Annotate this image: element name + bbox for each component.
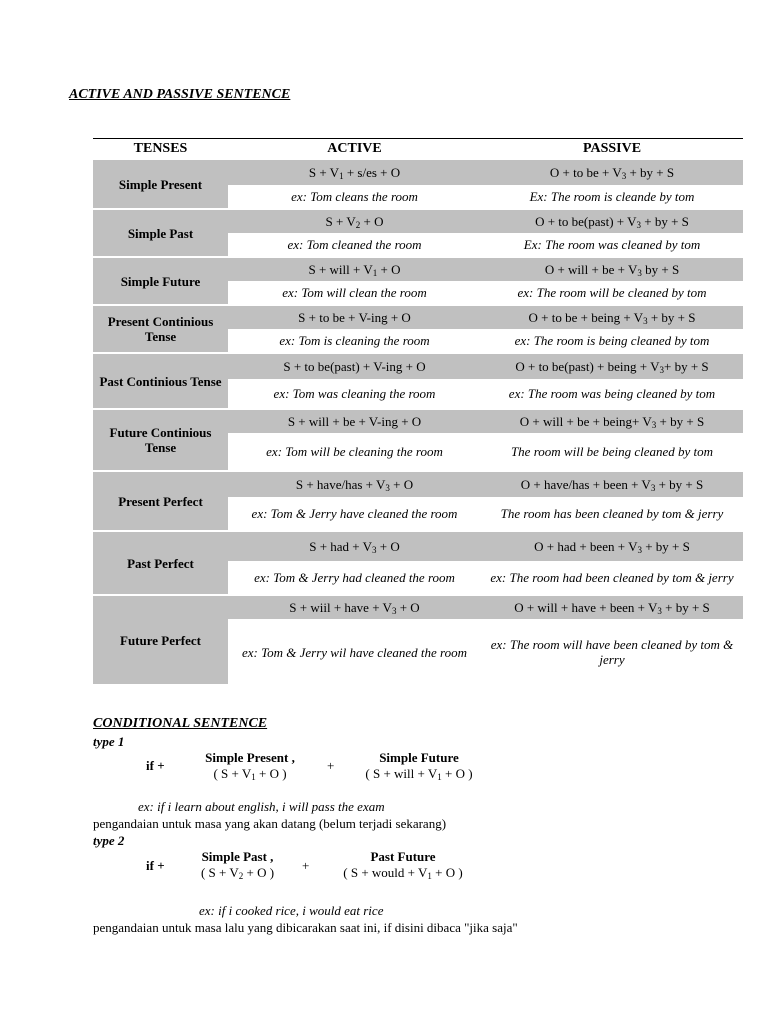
table-header-row (93, 139, 743, 160)
tense-name: Past Continious Tense (93, 353, 228, 409)
active-formula: S + to be + V-ing + O (228, 305, 481, 329)
type2-left-name: Simple Past , (201, 849, 274, 864)
type1-left-formula: ( $S + V_1 + O$ ) (213, 766, 287, 782)
passive-example: ex: The room is being cleaned by tom (481, 329, 743, 353)
type1-if: if + (146, 758, 165, 773)
active-formula: S + to be(past) + V-ing + O (228, 353, 481, 379)
passive-example: ex: The room will have been cleaned by tom & jerry (481, 619, 743, 685)
passive-example: The room will be being cleaned by tom (481, 433, 743, 471)
tense-name: Present Continious Tense (93, 305, 228, 353)
type2-note: pengandaian untuk masa lalu yang dibicarakan saat ini, if disini dibaca "jika saja" (93, 920, 518, 935)
type2-if: if + (146, 858, 165, 873)
type1-right-name: Simple Future (379, 750, 459, 765)
type1-example: ex: if i learn about english, i will pass the exam (138, 799, 385, 814)
table-row (93, 471, 743, 497)
type1-right-formula: ( S + will + $V_1 + O$ ) (365, 766, 473, 782)
active-example: ex: Tom will be cleaning the room (228, 433, 481, 471)
tense-name: Future Perfect (93, 595, 228, 685)
passive-formula: O + had + been + $V_3$ + by + S (481, 531, 743, 561)
active-formula: $S + V_1 + s/es + O$ (228, 159, 481, 185)
passive-formula: O + will + have + been + $V_3$ + by + S (481, 595, 743, 619)
passive-formula: O + to be + being + $V_3$ + by + S (481, 305, 743, 329)
active-example: ex: Tom & Jerry wil have cleaned the room (228, 619, 481, 685)
active-formula: S + will + $V_1 + O$ (228, 257, 481, 281)
table-row (93, 159, 743, 185)
tense-name: Simple Past (93, 209, 228, 257)
tense-name: Simple Future (93, 257, 228, 305)
type1-left (190, 750, 310, 782)
passive-example: The room has been cleaned by tom & jerry (481, 497, 743, 531)
passive-formula: O + to be(past) + $V_3$ + by + S (481, 209, 743, 233)
type2-right-formula: ( S + would + $V_1 + O$ ) (343, 865, 463, 881)
table-row (93, 409, 743, 433)
type2-right-name: Past Future (370, 849, 436, 864)
type2-plus: + (302, 858, 310, 873)
type2-left (180, 849, 295, 881)
table-row (93, 595, 743, 619)
tense-name: Past Perfect (93, 531, 228, 595)
passive-example: Ex: The room was cleaned by tom (481, 233, 743, 257)
active-example: ex: Tom is cleaning the room (228, 329, 481, 353)
active-example: ex: Tom will clean the room (228, 281, 481, 305)
active-example: ex: Tom cleans the room (228, 185, 481, 209)
type2-left-formula: ( $S + V_2 + O$ ) (200, 865, 275, 881)
type1-label: type 1 (93, 734, 125, 749)
header-active: ACTIVE (228, 139, 481, 160)
passive-example: ex: The room had been cleaned by tom & jerry (481, 561, 743, 595)
active-formula: S + have/has + $V_3 + O$ (228, 471, 481, 497)
active-example: ex: Tom was cleaning the room (228, 379, 481, 409)
passive-formula: O + to be(past) + being + $V_3+$ by + S (481, 353, 743, 379)
type1-left-name: Simple Present , (205, 750, 295, 765)
tenses-table (93, 138, 743, 686)
type2-right (328, 849, 478, 881)
tense-name: Simple Present (93, 159, 228, 209)
table-row (93, 531, 743, 561)
tense-name: Future Continious Tense (93, 409, 228, 471)
type1-plus: + (327, 758, 335, 773)
type2-label: type 2 (93, 833, 125, 848)
passive-example: Ex: The room is cleande by tom (481, 185, 743, 209)
table-row (93, 353, 743, 379)
passive-example: ex: The room was being cleaned by tom (481, 379, 743, 409)
active-formula: S + will + be + V-ing + O (228, 409, 481, 433)
table-row (93, 257, 743, 281)
active-example: ex: Tom cleaned the room (228, 233, 481, 257)
active-example: ex: Tom & Jerry have cleaned the room (228, 497, 481, 531)
conditional-title: CONDITIONAL SENTENCE (93, 716, 268, 731)
passive-formula: O + have/has + been + $V_3$ + by + S (481, 471, 743, 497)
type1-right (349, 750, 489, 782)
passive-formula: O + will + be + being+ $V_3$ + by + S (481, 409, 743, 433)
active-example: ex: Tom & Jerry had cleaned the room (228, 561, 481, 595)
type1-note: pengandaian untuk masa yang akan datang (belum terjadi sekarang) (93, 816, 447, 831)
table-row (93, 209, 743, 233)
active-formula: S + wiil + have + $V_3 + O$ (228, 595, 481, 619)
header-tenses: TENSES (93, 139, 228, 160)
passive-formula: O + will + be + $V_3$ by + S (481, 257, 743, 281)
type2-example: ex: if i cooked rice, i would eat rice (199, 903, 384, 918)
header-passive: PASSIVE (481, 139, 743, 160)
page-title: ACTIVE AND PASSIVE SENTENCE (69, 87, 291, 102)
passive-formula: O + to be + $V_3$ + by + S (481, 159, 743, 185)
passive-example: ex: The room will be cleaned by tom (481, 281, 743, 305)
tense-name: Present Perfect (93, 471, 228, 531)
active-formula: S + had + $V_3 + O$ (228, 531, 481, 561)
table-row (93, 305, 743, 329)
active-formula: $S + V_2 + O$ (228, 209, 481, 233)
